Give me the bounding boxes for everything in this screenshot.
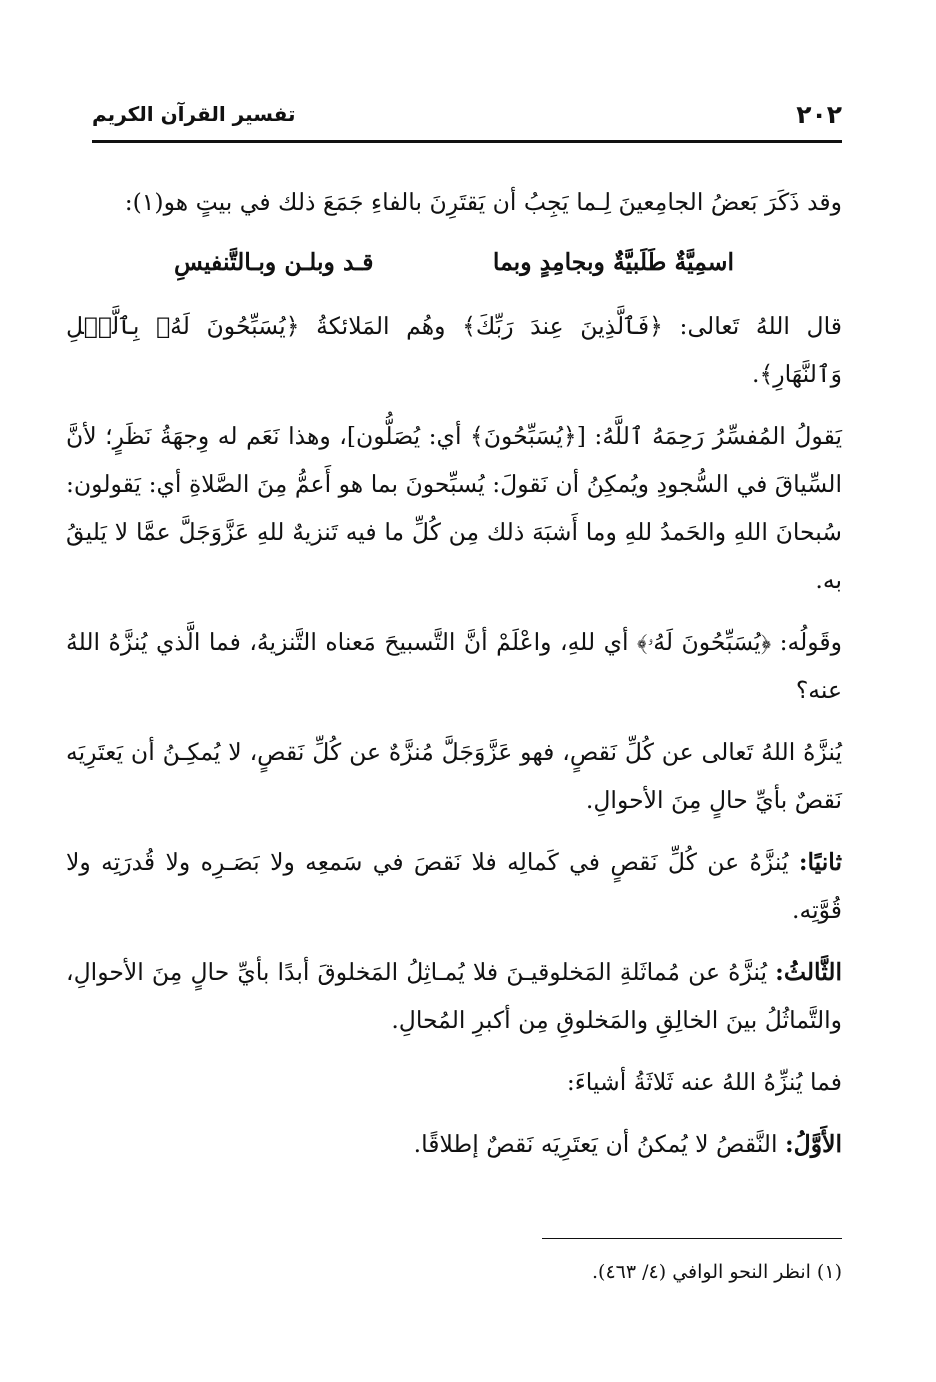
paragraph-summary: فما يُنزِّهُ اللهُ عنه ثَلاثَةُ أشياءَ:: [566, 1068, 842, 1096]
verse-second-hemistich: قـد وبلـن وبـالتَّنفيسِ: [174, 248, 374, 276]
point-text: يُنزَّهُ عن كُلِّ نَقصٍ في كَمالِه فلا نَقصَ في سَمعِه ولا بَصَـرِه ولا قُدرَتِه ولا قُوَّتِه.: [66, 848, 842, 924]
paragraph-second-point: [66, 838, 842, 934]
point-label: الأَوَّلُ:: [784, 1130, 842, 1158]
footnote-rule: [542, 1238, 842, 1239]
point-label: الثَّالثُ:: [775, 958, 842, 986]
footnote: (١) انظر النحو الوافي (٤/ ٤٦٣).: [592, 1261, 842, 1283]
paragraph-commentary: يَقولُ المُفسِّرُ رَحِمَهُ ٱللَّهُ: [﴿يُسَبِّحُونَ﴾ أي: يُصَلُّون]، وهذا نَعَم له وِجهَةُ نَظَرٍ؛ لأنَّ السِّياقَ في السُّجودِ ويُمكِنُ أن نَقولَ: يُسبِّحونَ بما هو أَعمُّ مِنَ الصَّلاةِ أي: يَقولون: سُبحانَ اللهِ والحَمدُ للهِ وما أَشبَهَ ذلك مِن كُلِّ ما فيه تَنزيهٌ للهِ عَزَّوَجَلَّ عمَّا لا يَليقُ به.: [66, 422, 842, 594]
paragraph-intro: وقد ذَكَرَ بَعضُ الجامِعينَ لِـما يَجِبُ أن يَقتَرِنَ بالفاءِ جَمَعَ ذلك في بيتٍ هو(١):: [124, 188, 842, 216]
page-number: ٢٠٢: [796, 100, 842, 129]
paragraph-tanzih: يُنزَّهُ اللهُ تَعالى عن كُلِّ نَقصٍ، فهو عَزَّوَجَلَّ مُنزَّهٌ عن كُلِّ نَقصٍ، لا يُمكِـنُ أن يَعتَرِيَه نَقصٌ بأيِّ حالٍ مِنَ الأحوالِ.: [66, 738, 842, 814]
point-text: يُنزَّهُ عن مُماثَلةِ المَخلوقيـنَ فلا يُمـاثِلُ المَخلوقَ أبدًا بأيِّ حالٍ مِنَ الأحوالِ، والتَّماثُلُ بينَ الخالِقِ والمَخلوقِ مِن أكبرِ المُحالِ.: [66, 958, 842, 1034]
paragraph-quran-verse: قال اللهُ تَعالى: ﴿فَٱلَّذِينَ عِندَ رَبِّكَ﴾ وهُم المَلائكةُ ﴿يُسَبِّحُونَ لَهُۥ بِٱلَّيۡلِ وَٱلنَّهَارِ﴾.: [66, 312, 842, 388]
header-rule: [92, 140, 842, 143]
verse-first-hemistich: اسمِيَّةٌ طَلَبيَّةٌ وبجامِدٍ وبما: [492, 248, 734, 276]
point-text: النَّقصُ لا يُمكنُ أن يَعتَرِيَه نَقصٌ إطلاقًا.: [413, 1130, 785, 1158]
main-text: [66, 178, 842, 1182]
page-header: [92, 98, 842, 138]
poem-verse: [174, 238, 734, 286]
running-title: تفسير القرآن الكريم: [92, 102, 296, 126]
point-label: ثانيًا:: [798, 848, 842, 876]
paragraph-first-point: [66, 1120, 842, 1168]
paragraph-tasbih: وقَولُه: ﴿يُسَبِّحُونَ لَهُۥ﴾ أي للهِ، واعْلَمْ أنَّ التَّسبيحَ مَعناه التَّنزيهُ، فما الَّذي يُنزَّهُ اللهُ عنه؟: [66, 628, 842, 704]
paragraph-third-point: [66, 948, 842, 1044]
